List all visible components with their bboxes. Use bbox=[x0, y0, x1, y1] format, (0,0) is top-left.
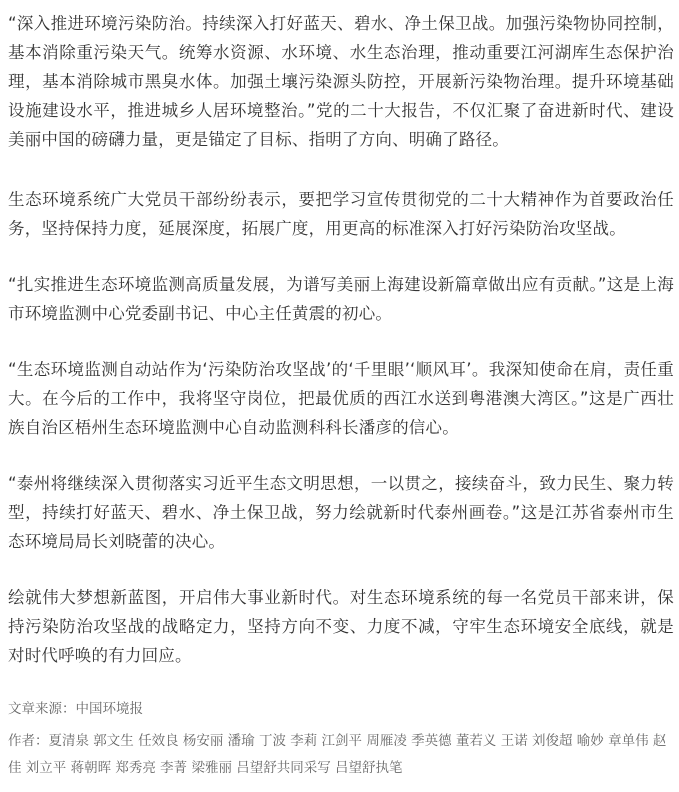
paragraph-report-quote: “深入推进环境污染防治。持续深入打好蓝天、碧水、净土保卫战。加强污染物协同控制，基本消除重污染天气。统筹水资源、水环境、水生态治理，推动重要江河湖库生态保护治理，基本消除城市黑臭水体。加强土壤污染源头防控，开展新污染物治理。提升环境基础设施建设水平，推进城乡人居环境整治。”党的二十大报告，不仅汇聚了奋进新时代、建设美丽中国的磅礴力量，更是锚定了目标、指明了方向、明确了路径。 bbox=[8, 14, 674, 149]
article-source: 文章来源：中国环境报 bbox=[8, 701, 143, 717]
article-authors: 作者：夏清泉 郭文生 任效良 杨安丽 潘瑜 丁波 李莉 江剑平 周雁凌 季英德 董若义 王诺 刘俊超 喻妙 章单伟 赵佳 刘立平 蒋朝晖 郑秀亮 李菁 梁雅丽 吕望舒共同采写 吕望舒执笔 bbox=[8, 733, 667, 776]
paragraph-wuzhou-quote: “生态环境监测自动站作为‘污染防治攻坚战’的‘千里眼’‘顺风耳’。我深知使命在肩，责任重大。在今后的工作中，我将坚守岗位，把最优质的西江水送到粤港澳大湾区。”这是广西壮族自治区梧州生态环境监测中心自动监测科科长潘彦的信心。 bbox=[8, 360, 674, 437]
paragraph-conclusion: 绘就伟大梦想新蓝图，开启伟大事业新时代。对生态环境系统的每一名党员干部来讲，保持污染防治攻坚战的战略定力，坚持方向不变、力度不减，守牢生态环境安全底线，就是对时代呼唤的有力回应。 bbox=[8, 588, 674, 665]
paragraph-cadres-statement: 生态环境系统广大党员干部纷纷表示，要把学习宣传贯彻党的二十大精神作为首要政治任务，坚持保持力度，延展深度，拓展广度，用更高的标准深入打好污染防治攻坚战。 bbox=[8, 190, 674, 238]
paragraph-shanghai-quote: “扎实推进生态环境监测高质量发展，为谱写美丽上海建设新篇章做出应有贡献。”这是上海市环境监测中心党委副书记、中心主任黄震的初心。 bbox=[8, 275, 674, 323]
paragraph-taizhou-quote: “泰州将继续深入贯彻落实习近平生态文明思想，一以贯之，接续奋斗，致力民生、聚力转型，持续打好蓝天、碧水、净土保卫战，努力绘就新时代泰州画卷。”这是江苏省泰州市生态环境局局长刘晓蕾的决心。 bbox=[8, 474, 674, 551]
